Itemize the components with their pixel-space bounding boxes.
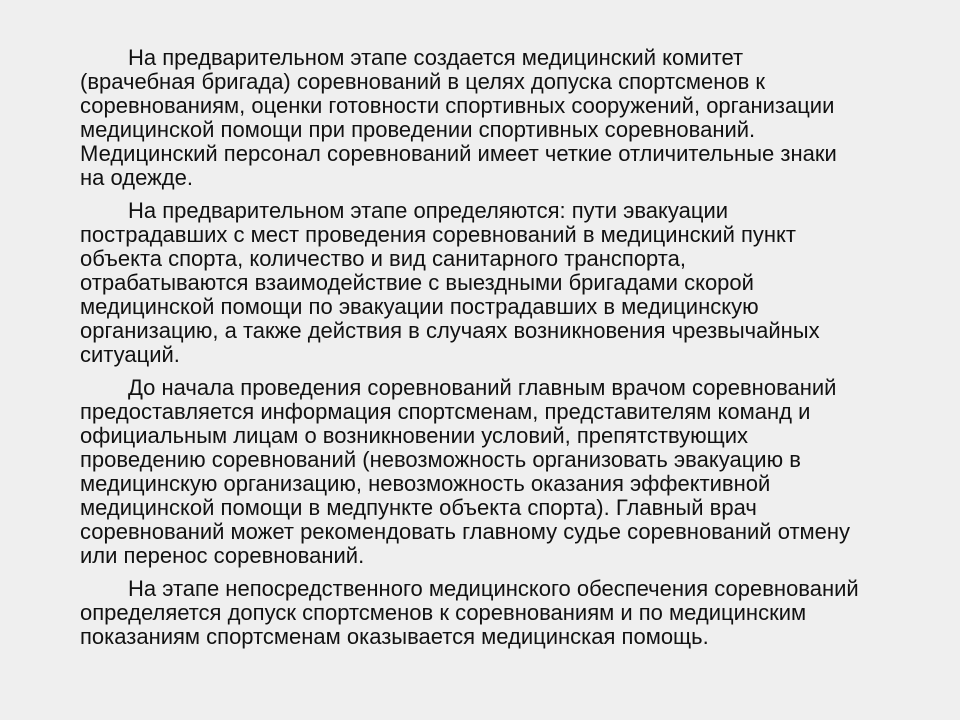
text-line: организацию, а также действия в случаях возникновения чрезвычайных: [80, 318, 820, 343]
text-line: медицинскую организацию, невозможность оказания эффективной: [80, 471, 771, 496]
text-line: ситуаций.: [80, 342, 180, 367]
text-line: (врачебная бригада) соревнований в целях допуска спортсменов к: [80, 69, 766, 94]
text-line: на одежде.: [80, 165, 193, 190]
text-line: или перенос соревнований.: [80, 543, 365, 568]
text-line: медицинской помощи по эвакуации пострадавших в медицинскую: [80, 294, 759, 319]
text-line: На предварительном этапе создается медицинский комитет: [128, 45, 744, 70]
text-line: Медицинский персонал соревнований имеет четкие отличительные знаки: [80, 141, 837, 166]
text-line: предоставляется информация спортсменам, представителям команд и: [80, 399, 811, 424]
paragraph-evacuation-routes: [80, 199, 925, 367]
text-line: соревнований может рекомендовать главному судье соревнований отмену: [80, 519, 851, 544]
paragraph-medical-support-stage: [80, 577, 925, 649]
text-line: На предварительном этапе определяются: пути эвакуации: [128, 198, 729, 223]
text-line: проведению соревнований (невозможность организовать эвакуацию в: [80, 447, 801, 472]
text-line: определяется допуск спортсменов к соревнованиям и по медицинским: [80, 600, 807, 625]
paragraph-medical-committee: [80, 46, 925, 190]
text-line: медицинской помощи при проведении спортивных соревнований.: [80, 117, 756, 142]
paragraph-pre-competition-info: [80, 376, 925, 568]
text-line: медицинской помощи в медпункте объекта спорта). Главный врач: [80, 495, 757, 520]
text-line: объекта спорта, количество и вид санитарного транспорта,: [80, 246, 686, 271]
text-line: На этапе непосредственного медицинского обеспечения соревнований: [128, 576, 859, 601]
text-line: показаниям спортсменам оказывается медицинская помощь.: [80, 624, 709, 649]
text-line: отрабатываются взаимодействие с выездными бригадами скорой: [80, 270, 754, 295]
slide-body: [80, 46, 925, 658]
text-line: официальным лицам о возникновении условий, препятствующих: [80, 423, 749, 448]
text-line: соревнованиям, оценки готовности спортивных сооружений, организации: [80, 93, 835, 118]
text-line: пострадавших с мест проведения соревнований в медицинский пункт: [80, 222, 796, 247]
text-line: До начала проведения соревнований главным врачом соревнований: [128, 375, 837, 400]
